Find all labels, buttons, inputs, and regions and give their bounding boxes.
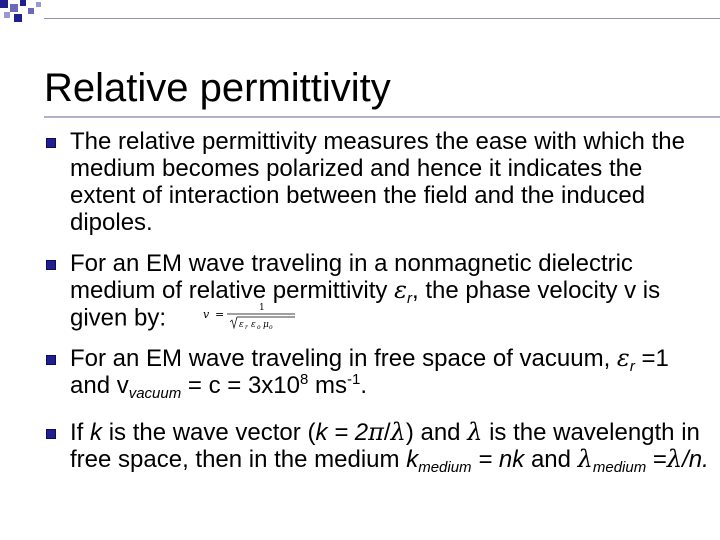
bullet-marker xyxy=(46,260,56,270)
k-symbol: k xyxy=(90,419,103,446)
bullet-2-text-a: For an EM wave traveling in a nonmagnetic dielectric medium of relative permittivity xyxy=(70,250,633,304)
bullet-4 xyxy=(70,418,710,476)
bullet-3-text-b: =1 and v xyxy=(70,345,669,399)
bullet-3 xyxy=(70,344,710,402)
pi-symbol: π xyxy=(368,418,384,446)
bullet-4-text-d: is the wavelength in free space, then in the medium xyxy=(70,419,700,473)
bullet-4-text-f: and xyxy=(530,446,571,473)
bullet-4-text-c: ) and xyxy=(405,419,461,446)
lambda-medium-symbol: λ xyxy=(577,445,593,473)
epsilon-subscript: r xyxy=(629,358,635,375)
bullet-4-text-a: If xyxy=(70,419,84,446)
formula-eq: = xyxy=(214,308,224,321)
top-rule xyxy=(44,18,720,19)
formula-eps-r: ε xyxy=(238,320,244,330)
bullet-3-text-c: = c = 3x10 xyxy=(187,372,300,399)
exponent-neg1: -1 xyxy=(347,371,361,388)
bullet-4-text-h: /n. xyxy=(682,446,709,473)
exponent-8: 8 xyxy=(300,371,309,388)
bullet-3-text-d: ms xyxy=(315,372,348,399)
bullet-1-text: The relative permittivity measures the ease with which the medium becomes polarized and hence it indicates the extent of interaction between the field and the induced dipoles. xyxy=(70,128,685,236)
epsilon-subscript: r xyxy=(407,290,412,307)
bullet-marker xyxy=(46,429,56,439)
bullet-3-text-e: . xyxy=(360,372,368,399)
formula-numerator: 1 xyxy=(258,303,265,313)
epsilon-symbol: ε xyxy=(616,344,630,372)
formula-mu-0: μ xyxy=(262,320,269,330)
bullet-4-text-e: = nk xyxy=(478,446,525,473)
formula-mu-0-sub: o xyxy=(268,324,273,330)
k-equation: k = 2 xyxy=(315,419,369,446)
bullet-3-text-a: For an EM wave traveling in free space of vacuum, xyxy=(70,345,611,372)
k-medium-symbol: k xyxy=(406,446,419,473)
lambda-symbol: λ xyxy=(467,418,483,446)
formula-eps-0-sub: o xyxy=(256,324,261,330)
vacuum-subscript: vacuum xyxy=(128,385,182,402)
bullet-2 xyxy=(70,250,710,334)
slide-title: Relative permittivity xyxy=(44,66,391,110)
bullet-4-text-g: = xyxy=(652,446,667,473)
bullet-marker xyxy=(46,138,56,148)
corner-decoration xyxy=(0,0,60,30)
formula-eps-r-sub: r xyxy=(244,324,248,330)
formula-eps-0: ε xyxy=(250,320,256,330)
k-medium-subscript: medium xyxy=(418,459,472,476)
phase-velocity-formula xyxy=(201,300,297,330)
epsilon-symbol: ε xyxy=(394,276,407,304)
formula-lhs: v xyxy=(202,308,209,321)
bullet-1 xyxy=(70,128,710,236)
bullet-4-text-b: is the wave vector ( xyxy=(108,419,316,446)
slash: / xyxy=(383,419,391,446)
title-rule xyxy=(44,116,720,118)
bullet-2-text-b: , the phase velocity v is given by: xyxy=(70,277,661,332)
bullet-marker xyxy=(46,355,56,365)
lambda-symbol: λ xyxy=(666,445,683,473)
lambda-medium-subscript: medium xyxy=(592,459,647,476)
lambda-symbol: λ xyxy=(390,418,406,446)
